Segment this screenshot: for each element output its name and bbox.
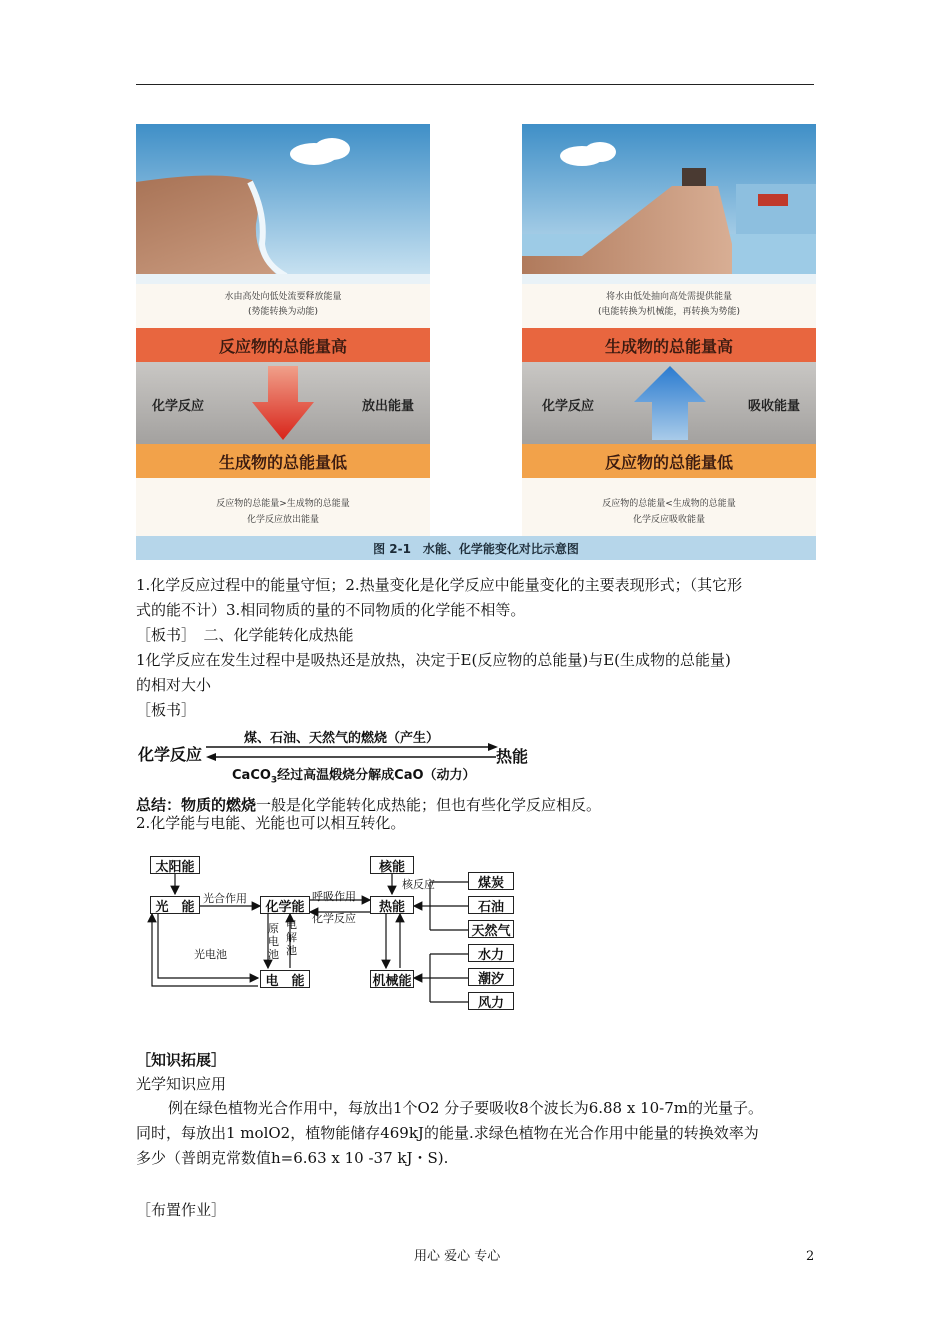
right-band-bottom: 反应物的总能量低 <box>522 444 816 478</box>
left-mid-left-label: 化学反应 <box>152 399 205 414</box>
down-arrow-icon <box>248 362 318 444</box>
box-heat: 热能 <box>370 896 414 914</box>
label-photosynthesis: 光合作用 <box>203 892 247 905</box>
box-coal: 煤炭 <box>468 872 514 890</box>
example-line3: 多少（普朗克常数值h=6.63 x 10 -37 kJ・S). <box>136 1149 449 1167</box>
right-note-2: 化学反应吸收能量 <box>632 515 705 525</box>
box-gas: 天然气 <box>468 920 514 938</box>
box-mechanical: 机械能 <box>370 970 414 988</box>
footer-text: 用心 爱心 专心 <box>414 1249 501 1264</box>
box-chemical: 化学能 <box>260 896 310 914</box>
label-chem-reaction: 化学反应 <box>312 912 356 925</box>
left-band-bottom: 生成物的总能量低 <box>136 444 430 478</box>
right-note-1: 反应物的总能量<生成物的总能量 <box>602 499 736 509</box>
header-rule <box>136 84 814 85</box>
right-mid-left-label: 化学反应 <box>542 399 595 414</box>
label-nuclear-reaction: 核反应 <box>402 878 435 891</box>
right-middle <box>522 362 816 444</box>
box-solar: 太阳能 <box>150 856 200 874</box>
homework-heading: ［布置作业］ <box>136 1201 227 1219</box>
page-number: 2 <box>806 1249 815 1264</box>
ext-heading: ［知识拓展］ <box>136 1051 227 1069</box>
para2-line1: 1化学反应在发生过程中是吸热还是放热，决定于E(反应物的总能量)与E(生成物的总能量) <box>136 651 731 669</box>
board-heading-2: ［板书］ <box>136 701 197 719</box>
reaction-arrows <box>206 742 506 762</box>
left-note-1: 反应物的总能量>生成物的总能量 <box>216 499 350 509</box>
box-tide: 潮汐 <box>468 968 514 986</box>
ext-subheading: 光学知识应用 <box>136 1075 227 1093</box>
box-water: 水力 <box>468 944 514 962</box>
right-caption-2: (电能转换为机械能，再转换为势能) <box>597 307 741 317</box>
left-note-2: 化学反应放出能量 <box>246 515 319 525</box>
summary-bold: 总结：物质的燃烧 <box>136 796 257 814</box>
right-caption-1: 将水由低处抽向高处需提供能量 <box>605 292 732 302</box>
summary-rest: 一般是化学能转化成热能；但也有些化学反应相反。 <box>256 796 602 814</box>
para2-line2: 的相对大小 <box>136 676 212 694</box>
reaction-right-label: 热能 <box>496 747 529 766</box>
left-band-top: 反应物的总能量高 <box>136 328 430 362</box>
box-light: 光 能 <box>150 896 200 914</box>
label-electrolysis: 电解池 <box>286 918 297 957</box>
left-caption-2: (势能转换为动能) <box>247 307 319 317</box>
example-line1: 例在绿色植物光合作用中，每放出1个O2 分子要吸收8个波长为6.88 x 10-7m的光量子。 <box>168 1099 764 1117</box>
reaction-bottom-label: CaCO$_3$经过高温煅烧分解成CaO（动力） <box>232 768 476 786</box>
label-galvanic: 原电池 <box>268 922 279 961</box>
box-nuclear: 核能 <box>370 856 414 874</box>
example-line2: 同时，每放出1 molO2，植物能储存469kJ的能量.求绿色植物在光合作用中能量的转换效率为 <box>136 1124 759 1142</box>
left-caption-1: 水由高处向低处流要释放能量 <box>224 292 342 302</box>
reaction-left-label: 化学反应 <box>138 745 203 764</box>
box-wind: 风力 <box>468 992 514 1010</box>
pump-illustration <box>522 124 816 284</box>
left-mid-right-label: 放出能量 <box>361 399 414 414</box>
energy-comparison-figure <box>136 124 816 560</box>
figure-title: 图 2-1 水能、化学能变化对比示意图 <box>136 536 816 560</box>
para3: 2.化学能与电能、光能也可以相互转化。 <box>136 814 406 832</box>
right-mid-right-label: 吸收能量 <box>747 399 800 414</box>
box-oil: 石油 <box>468 896 514 914</box>
board-heading-1: ［板书］ 二、化学能转化成热能 <box>136 626 354 644</box>
label-respiration: 呼吸作用 <box>312 890 356 903</box>
waterfall-illustration <box>136 124 430 284</box>
label-photocell: 光电池 <box>194 948 227 961</box>
box-electric: 电 能 <box>260 970 310 988</box>
para1-line1: 1.化学反应过程中的能量守恒；2.热量变化是化学反应中能量变化的主要表现形式；（其它形 <box>136 576 743 594</box>
para1-line2: 式的能不计）3.相同物质的量的不同物质的化学能不相等。 <box>136 601 526 619</box>
right-band-top: 生成物的总能量高 <box>522 328 816 362</box>
up-arrow-icon <box>630 362 710 444</box>
reaction-top-label: 煤、石油、天然气的燃烧（产生） <box>244 731 440 746</box>
summary-line <box>136 795 601 815</box>
left-middle <box>136 362 430 444</box>
